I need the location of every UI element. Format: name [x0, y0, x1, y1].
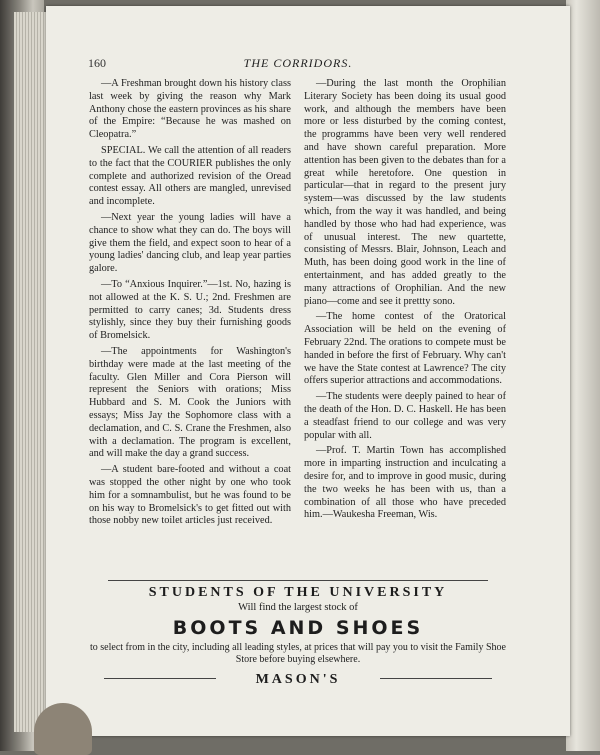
ad-headline: STUDENTS OF THE UNIVERSITY [148, 585, 448, 600]
paragraph: —A Freshman brought down his history class last week by giving the reason why Mark Anthony chose the eastern provinces as his share of the Empire: “Because he was mashed on Cleopatra.” [89, 78, 291, 141]
running-title: THE CORRIDORS. [243, 56, 353, 70]
facing-page-edge [566, 0, 600, 751]
paragraph: —Next year the young ladies will have a chance to show what they can do. The boys will give them the field, and expect soon to hear of a young ladies' dancing club, and leap year parties galore. [89, 211, 291, 275]
paragraph: —The appointments for Washington's birthday were made at the last meeting of the faculty. Glen Miller and Cora Pierson will represent the Seniors with orations; Miss Hubbard and S. M. Cook the Juniors with essays; Miss Jay the Sophomore class with a declamation, and C. S. Crane the Freshmen, also with a declamation. The program is excellent, and will make the day a grand success. [89, 345, 291, 460]
divider [108, 580, 488, 581]
divider [380, 678, 492, 679]
paragraph: —Prof. T. Martin Town has accomplished more in imparting instruction and inculcating a desire for, and to improve in good music, during the two weeks he has been with us, than a combination of all those who have preceded him.—Waukesha Freeman, Wis. [304, 445, 506, 521]
paragraph: SPECIAL. We call the attention of all readers to the fact that the COURIER publishes the only complete and authorized revision of the Oread contest essay. All others are mangled, unrevised and incomplete. [89, 144, 291, 208]
ad-body: to select from in the city, including all leading styles, at prices that will pay you to visit the Family Shoe Store before buying elsewhere. [90, 642, 506, 665]
right-column [304, 78, 506, 578]
left-column [89, 78, 291, 578]
advertisement [88, 580, 508, 690]
paragraph: —To “Anxious Inquirer.”—1st. No, hazing is not allowed at the K. S. U.; 2nd. Freshmen are permitted to carry canes; 3d. Students dress stylishly, since they buy their furnishing goods of Bromelsick. [89, 278, 291, 342]
page-number: 160 [88, 56, 106, 70]
store-name: MASON'S [255, 672, 341, 687]
page-header [88, 56, 508, 72]
ad-product: BOOTS AND SHOES [172, 617, 424, 639]
divider [104, 678, 216, 679]
ad-subline: Will find the largest stock of [238, 602, 358, 613]
ad-store-line [88, 670, 508, 686]
paragraph: —The students were deeply pained to hear of the death of the Hon. D. C. Haskell. He has been a steadfast friend to our college and was very popular with all. [304, 391, 506, 441]
thumb [34, 703, 92, 755]
paragraph: —During the last month the Orophilian Literary Society has been doing its usual good work, and although the members have been more or less disturbed by the coming contest, the programms have been very well rendered and have shown careful preparation. More attention has been given to the debates than for a great while heretofore. One question in particular—that in regard to the present jury system—was discussed by the law students which, from the way it was handled, and being handled by those who had had experience, was of unusual interest. The new quartette, consisting of Messrs. Blair, Johnson, Leach and Muth, has been doing good work in the line of entertainment, and has added greatly to the many attractions of Orophilian. And the new piano—come and see it prettty sono. [304, 78, 506, 307]
paragraph: —The home contest of the Oratorical Association will be held on the evening of February 22nd. The orations to compete must be handed in before the first of February. Why can't we have the State contest at Lawrence? The city offers superior attractions and accommodations. [304, 311, 506, 387]
paragraph: —A student bare-footed and without a coat was stopped the other night by one who took him for a somnambulist, but he was found to be on his way to Bromelsick's to get fitted out with those nobby new toilet articles just received. [89, 464, 291, 527]
